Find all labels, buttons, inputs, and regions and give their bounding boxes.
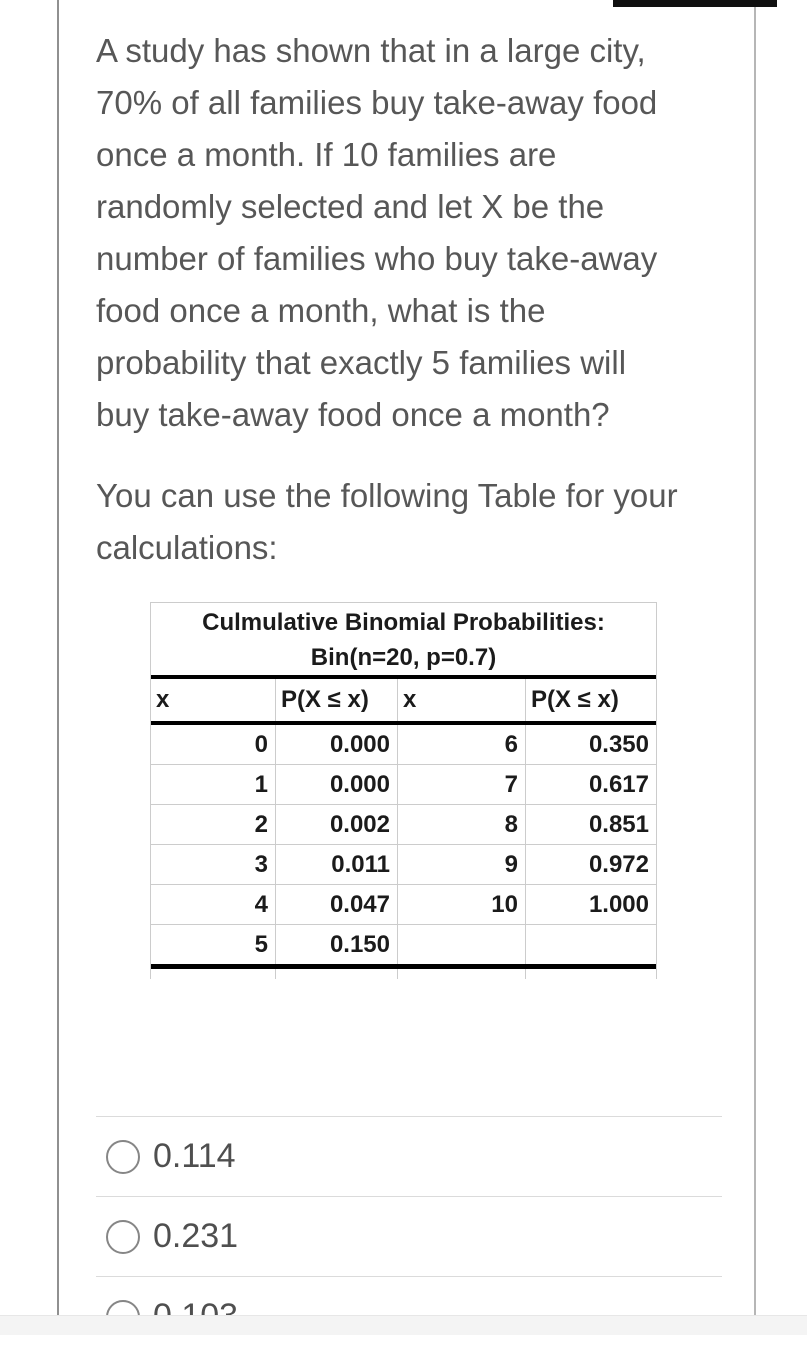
question-line: randomly selected and let X be the (96, 188, 605, 225)
instruction-line: You can use the following Table for your (96, 477, 678, 514)
table-row (151, 805, 656, 845)
answer-option-1[interactable] (96, 1116, 722, 1196)
table-cell: 0.011 (276, 845, 398, 884)
table-header-cell: x (151, 679, 276, 721)
table-row (151, 925, 656, 964)
table-cell: 9 (398, 845, 526, 884)
table-cell (398, 925, 526, 964)
table-cell: 3 (151, 845, 276, 884)
question-text (96, 25, 726, 441)
table-cell: 2 (151, 805, 276, 844)
table-cell: 1.000 (588, 890, 649, 918)
bottom-overlay-bar (0, 1315, 807, 1335)
question-line: number of families who buy take-away (96, 240, 658, 277)
table-cell: 0.972 (588, 850, 649, 878)
table-cell: 0.851 (588, 810, 649, 838)
question-line: food once a month, what is the (96, 292, 546, 329)
probability-table (150, 602, 657, 979)
table-row (151, 845, 656, 885)
answer-label: 0.114 (153, 1137, 236, 1175)
table-cell: 0.047 (276, 885, 398, 924)
table-title-line1: Culmulative Binomial Probabilities: (202, 609, 605, 636)
table-row (151, 765, 656, 805)
table-header-cell: P(X ≤ x) (276, 679, 398, 721)
table-cell: 0.002 (276, 805, 398, 844)
table-row (151, 885, 656, 925)
answer-option-2[interactable] (96, 1196, 722, 1276)
table-cell: 4 (151, 885, 276, 924)
instruction-line: calculations: (96, 529, 278, 566)
table-cell: 10 (398, 885, 526, 924)
table-cell: 5 (151, 925, 276, 964)
answer-label: 0.231 (153, 1217, 239, 1255)
question-line: probability that exactly 5 families will (96, 344, 627, 381)
table-cell (526, 925, 656, 964)
table-title-line2: Bin(n=20, p=0.7) (310, 644, 497, 671)
content-left-border (57, 0, 59, 1315)
instruction-text (96, 470, 726, 574)
table-header-row (151, 679, 656, 725)
table-grid-stub (151, 969, 656, 979)
table-cell: 0.350 (588, 730, 649, 758)
question-line: once a month. If 10 families are (96, 136, 557, 173)
table-cell: 6 (398, 725, 526, 764)
question-line: buy take-away food once a month? (96, 396, 610, 433)
table-cell: 0.150 (276, 925, 398, 964)
radio-button[interactable] (106, 1220, 140, 1254)
content-right-border (754, 7, 756, 1315)
table-cell: 7 (398, 765, 526, 804)
table-header-cell: P(X ≤ x) (531, 686, 619, 713)
radio-button[interactable] (106, 1140, 140, 1174)
question-line: 70% of all families buy take-away food (96, 84, 658, 121)
table-cell: 1 (151, 765, 276, 804)
table-cell: 8 (398, 805, 526, 844)
table-row (151, 725, 656, 765)
truncated-black-button[interactable] (613, 0, 777, 7)
question-line: A study has shown that in a large city, (96, 32, 646, 69)
table-cell: 0 (151, 725, 276, 764)
table-header-cell: x (398, 679, 526, 721)
table-title (151, 603, 656, 679)
table-cell: 0.000 (276, 725, 398, 764)
table-cell: 0.617 (588, 770, 649, 798)
table-cell: 0.000 (276, 765, 398, 804)
